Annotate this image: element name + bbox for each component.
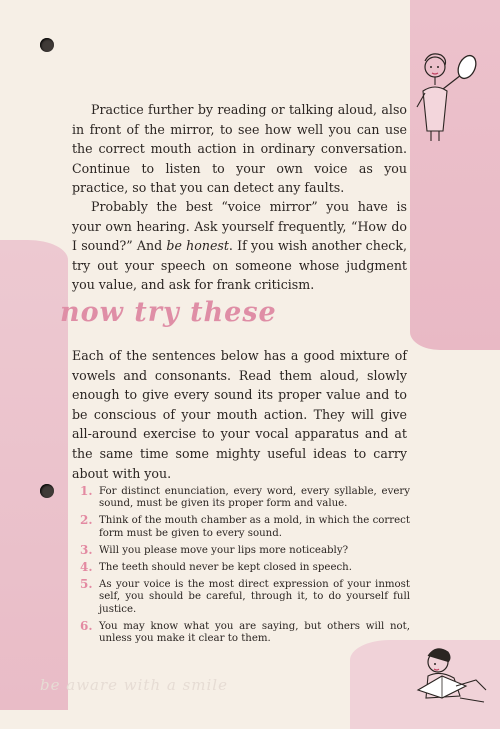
list-item-text: For distinct enunciation, every word, every syllable, every sound, must be given its proper form and value. xyxy=(99,486,410,510)
list-number: 4. xyxy=(80,560,93,575)
paragraph-text: . If you wish another check, try out your speech on someone whose judgment you value, and ask for frank criticism. xyxy=(72,238,407,293)
list-item-text: Think of the mouth chamber as a mold, in which the correct form must be given to every sound. xyxy=(99,515,410,539)
list-item-text: The teeth should never be kept closed in speech. xyxy=(99,562,352,574)
list-number: 2. xyxy=(80,513,93,528)
pink-watercolor-wash-left xyxy=(0,240,68,710)
binder-hole-icon xyxy=(40,484,54,498)
list-item xyxy=(80,486,410,510)
list-number: 6. xyxy=(80,618,93,633)
paragraph-instructions: Each of the sentences below has a good mixture of vowels and consonants. Read them aloud, slowly enough to give every sound its proper value and to be conscious of your mouth action. They will give all-around exercise to your vocal apparatus and at the same time some mighty useful ideas to carry about with you. xyxy=(72,348,407,481)
list-item xyxy=(80,542,410,557)
paragraph-text: Probably the best “voice mirror” you have is your own hearing. Ask yourself frequently, “How do I sound?” And xyxy=(72,199,407,254)
list-item-text: As your voice is the most direct expression of your inmost self, you should be careful, through it, to do yourself full justice. xyxy=(99,579,410,615)
list-item xyxy=(80,562,410,574)
list-number: 5. xyxy=(80,577,93,592)
paragraph-voice-mirror xyxy=(72,197,407,295)
paragraph-practice: Practice further by reading or talking aloud, also in front of the mirror, to see how well you can use the correct mouth action in ordinary conversation. Continue to listen to your own voice as you practice, so that you can detect any faults. xyxy=(72,102,407,196)
list-item-text: Will you please move your lips more noticeably? xyxy=(99,544,349,556)
list-item-text: You may know what you are saying, but others will not, unless you make it clear to them. xyxy=(99,620,410,645)
emphasis-text: be honest xyxy=(166,238,229,254)
list-number: 3. xyxy=(80,542,93,557)
list-item xyxy=(80,618,410,645)
list-number: 1. xyxy=(80,484,93,498)
list-item xyxy=(80,579,410,616)
section-heading: now try these xyxy=(60,297,277,328)
woman-with-hand-mirror-illustration xyxy=(405,45,485,145)
woman-reading-illustration xyxy=(398,642,494,718)
binder-hole-icon xyxy=(40,38,54,52)
practice-sentence-list xyxy=(80,486,410,650)
list-item xyxy=(80,515,410,539)
bleed-through-text: be aware with a smile xyxy=(40,676,228,694)
